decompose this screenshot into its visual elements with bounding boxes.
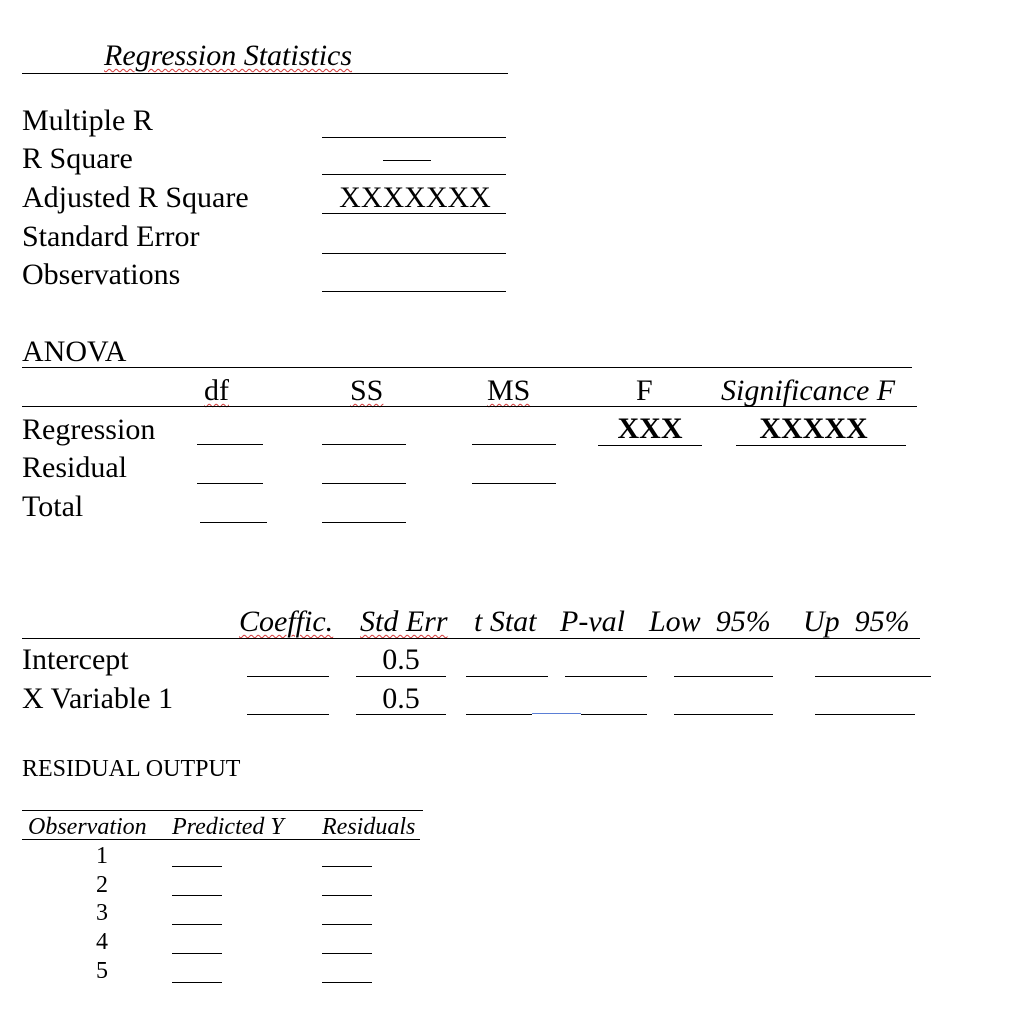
intercept-std-err-value: 0.5 <box>382 643 420 676</box>
observation-number: 3 <box>96 900 108 926</box>
observation-number: 5 <box>96 958 108 984</box>
title-rule <box>22 73 508 74</box>
intercept-p-val-blank <box>565 676 647 677</box>
regression-f-value: XXX <box>617 412 683 445</box>
residual-ms-blank <box>472 483 556 484</box>
x1-t-stat-blue-blank <box>532 713 581 714</box>
x1-coeffic-blank <box>247 714 329 715</box>
intercept-up95-blank <box>815 676 931 677</box>
regression-ms-blank <box>472 444 556 445</box>
anova-header-ss: SS <box>350 374 384 407</box>
coef-header-p-val: P-val <box>560 605 625 638</box>
residuals-blank <box>322 895 372 896</box>
anova-title-rule <box>22 367 912 368</box>
r-square-short-blank <box>383 160 431 161</box>
anova-row-label-regression: Regression <box>22 413 156 446</box>
anova-header-ms: MS <box>487 374 531 407</box>
x1-std-err-underline <box>356 714 446 715</box>
coef-row-label-x-variable-1: X Variable 1 <box>22 682 174 715</box>
residuals-blank <box>322 982 372 983</box>
stat-label-standard-error: Standard Error <box>22 220 200 253</box>
x1-up95-blank <box>815 714 915 715</box>
residual-header-predicted-y: Predicted Y <box>172 814 284 840</box>
residuals-blank <box>322 866 372 867</box>
residual-df-blank <box>197 483 263 484</box>
adjusted-r-square-value: XXXXXXX <box>339 181 491 214</box>
regression-statistics-title: Regression Statistics <box>104 39 353 72</box>
regression-df-blank <box>197 444 263 445</box>
residual-header-observation: Observation <box>28 814 147 840</box>
predicted-y-blank <box>172 953 222 954</box>
residuals-blank <box>322 924 372 925</box>
observation-number: 4 <box>96 929 108 955</box>
residual-output-top-rule <box>22 810 423 811</box>
observations-blank <box>322 291 506 292</box>
intercept-std-err-underline <box>356 676 446 677</box>
anova-header-rule <box>22 406 917 407</box>
regression-f-underline <box>598 445 702 446</box>
coef-header-t-stat: t Stat <box>474 605 537 638</box>
stat-label-multiple-r: Multiple R <box>22 104 153 137</box>
anova-header-df: df <box>204 374 229 407</box>
residual-header-residuals: Residuals <box>322 814 416 840</box>
coef-row-label-intercept: Intercept <box>22 643 129 676</box>
x1-p-val-blank <box>581 714 647 715</box>
residual-header-rule <box>22 839 420 840</box>
anova-header-f: F <box>636 374 653 407</box>
anova-header-significance-f: Significance F <box>721 374 896 407</box>
anova-title: ANOVA <box>22 335 127 368</box>
multiple-r-blank <box>322 137 506 138</box>
standard-error-blank <box>322 253 506 254</box>
x1-low95-blank <box>674 714 773 715</box>
predicted-y-blank <box>172 982 222 983</box>
intercept-t-stat-blank <box>466 676 548 677</box>
regression-significance-f-underline <box>736 445 906 446</box>
regression-ss-blank <box>322 444 406 445</box>
predicted-y-blank <box>172 866 222 867</box>
stat-label-r-square: R Square <box>22 142 133 175</box>
coef-header-up-95: Up 95% <box>803 605 910 638</box>
total-ss-blank <box>322 522 406 523</box>
coef-header-coeffic: Coeffic. <box>239 605 334 638</box>
adjusted-r-square-underline <box>322 213 506 214</box>
total-df-blank <box>200 522 267 523</box>
coef-header-rule <box>22 638 920 639</box>
stat-label-adjusted-r-square: Adjusted R Square <box>22 181 249 214</box>
r-square-blank <box>322 174 506 175</box>
anova-row-label-total: Total <box>22 490 84 523</box>
stat-label-observations: Observations <box>22 258 181 291</box>
observation-number: 2 <box>96 872 108 898</box>
x1-std-err-value: 0.5 <box>382 682 420 715</box>
residual-ss-blank <box>322 483 406 484</box>
coef-header-low-95: Low 95% <box>649 605 771 638</box>
residuals-blank <box>322 953 372 954</box>
predicted-y-blank <box>172 895 222 896</box>
coef-header-std-err: Std Err <box>360 605 448 638</box>
residual-output-title: RESIDUAL OUTPUT <box>22 756 241 782</box>
observation-number: 1 <box>96 843 108 869</box>
predicted-y-blank <box>172 924 222 925</box>
regression-significance-f-value: XXXXX <box>759 412 868 445</box>
intercept-coeffic-blank <box>247 676 329 677</box>
x1-t-stat-blank <box>466 714 532 715</box>
intercept-low95-blank <box>674 676 773 677</box>
anova-row-label-residual: Residual <box>22 451 127 484</box>
